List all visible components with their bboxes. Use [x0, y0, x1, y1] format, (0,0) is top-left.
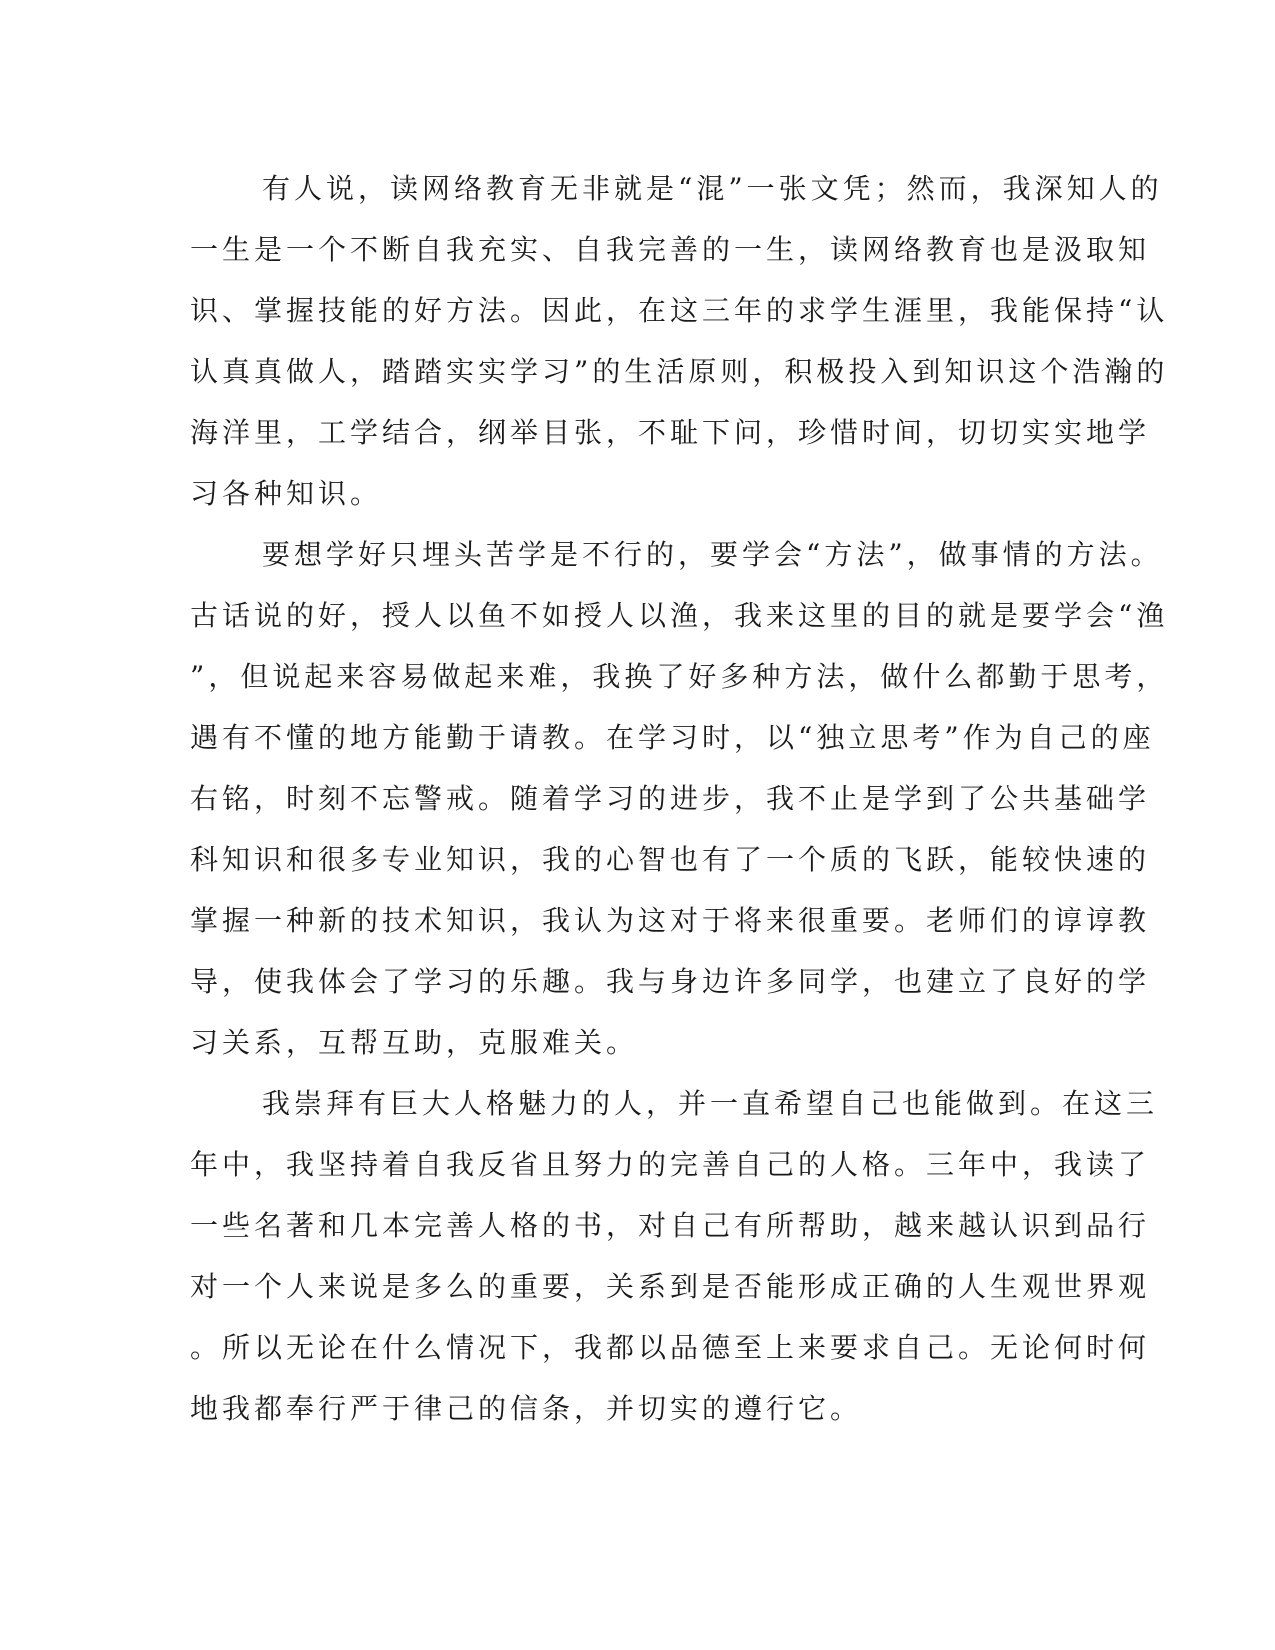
paragraph-line: 习关系，互帮互助，克服难关。	[190, 1026, 639, 1059]
paragraph-line: 。所以无论在什么情况下，我都以品德至上来要求自己。无论何时何	[190, 1331, 1151, 1364]
paragraph-3	[190, 1073, 1159, 1439]
paragraph-2	[190, 524, 1169, 1073]
paragraph-line: 习各种知识。	[190, 477, 383, 510]
paragraph-line: 年中，我坚持着自我反省且努力的完善自己的人格。三年中，我读了	[190, 1148, 1151, 1181]
paragraph-line: 对一个人来说是多么的重要，关系到是否能形成正确的人生观世界观	[190, 1270, 1151, 1303]
paragraph-line: 我崇拜有巨大人格魅力的人，并一直希望自己也能做到。在这三	[262, 1087, 1159, 1120]
paragraph-line: 认真真做人，踏踏实实学习”的生活原则，积极投入到知识这个浩瀚的	[190, 355, 1169, 388]
paragraph-line: 一生是一个不断自我充实、自我完善的一生，读网络教育也是汲取知	[190, 233, 1151, 266]
document-body	[190, 158, 1169, 1439]
paragraph-line: ”，但说起来容易做起来难，我换了好多种方法，做什么都勤于思考，	[190, 660, 1169, 693]
paragraph-line: 有人说，读网络教育无非就是“混”一张文凭；然而，我深知人的	[262, 172, 1163, 205]
paragraph-line: 古话说的好，授人以鱼不如授人以渔，我来这里的目的就是要学会“渔	[190, 599, 1169, 632]
paragraph-line: 遇有不懂的地方能勤于请教。在学习时，以“独立思考”作为自己的座	[190, 721, 1155, 754]
paragraph-line: 科知识和很多专业知识，我的心智也有了一个质的飞跃，能较快速的	[190, 843, 1151, 876]
paragraph-line: 识、掌握技能的好方法。因此，在这三年的求学生涯里，我能保持“认	[190, 294, 1169, 327]
paragraph-line: 右铭，时刻不忘警戒。随着学习的进步，我不止是学到了公共基础学	[190, 782, 1151, 815]
paragraph-line: 地我都奉行严于律己的信条，并切实的遵行它。	[190, 1392, 863, 1425]
paragraph-line: 一些名著和几本完善人格的书，对自己有所帮助，越来越认识到品行	[190, 1209, 1151, 1242]
paragraph-line: 海洋里，工学结合，纲举目张，不耻下问，珍惜时间，切切实实地学	[190, 416, 1151, 449]
paragraph-line: 掌握一种新的技术知识，我认为这对于将来很重要。老师们的谆谆教	[190, 904, 1151, 937]
paragraph-1	[190, 158, 1169, 524]
paragraph-line: 要想学好只埋头苦学是不行的，要学会“方法”，做事情的方法。	[262, 538, 1163, 571]
paragraph-line: 导，使我体会了学习的乐趣。我与身边许多同学，也建立了良好的学	[190, 965, 1151, 998]
